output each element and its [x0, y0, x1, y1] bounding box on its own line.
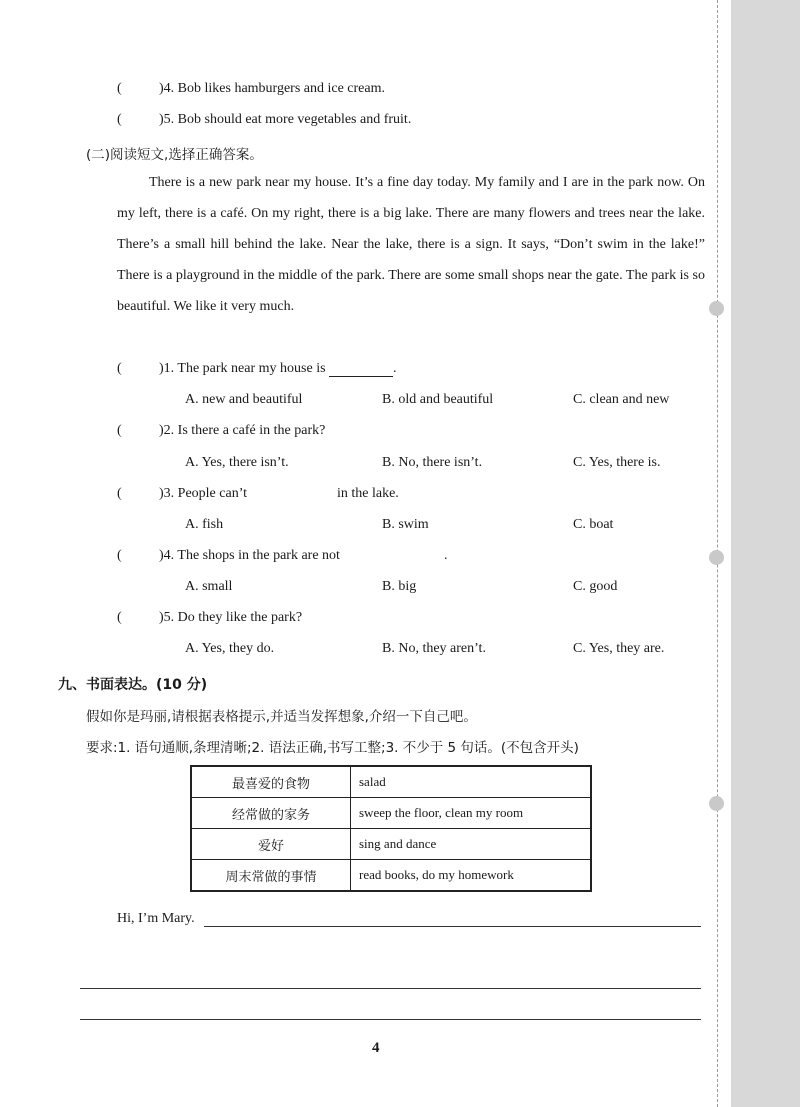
writing-instruction: 假如你是玛丽,请根据表格提示,并适当发挥想象,介绍一下自己吧。	[86, 709, 477, 725]
option-b: B. swim	[382, 517, 429, 532]
option-b: B. big	[382, 579, 417, 594]
question-end: in the lake.	[337, 486, 399, 501]
option-a: A. new and beautiful	[185, 392, 303, 407]
reading-passage	[117, 167, 705, 322]
option-c: C. clean and new	[573, 392, 670, 407]
question-stem: )2. Is there a café in the park?	[159, 423, 326, 438]
prompt-table	[190, 765, 592, 892]
option-b: B. old and beautiful	[382, 392, 494, 407]
section-title: 九、书面表达。(10 分)	[58, 677, 208, 693]
question-row	[159, 361, 397, 377]
option-c: C. Yes, they are.	[573, 641, 665, 656]
table-key: 周末常做的事情	[191, 860, 351, 892]
answer-blank	[329, 362, 393, 377]
option-c: C. boat	[573, 517, 614, 532]
answer-paren: (	[117, 486, 122, 501]
writing-line[interactable]	[204, 926, 701, 927]
table-key: 爱好	[191, 829, 351, 860]
question-text: )4. Bob likes hamburgers and ice cream.	[159, 81, 386, 96]
table-value: sing and dance	[351, 829, 592, 860]
question-text: )5. Bob should eat more vegetables and fruit.	[159, 112, 412, 127]
answer-paren: (	[117, 81, 122, 96]
table-value: salad	[351, 766, 592, 798]
writing-line[interactable]	[80, 988, 701, 989]
question-stem: )5. Do they like the park?	[159, 610, 303, 625]
binding-circle-mark	[709, 550, 724, 565]
side-margin-strip	[731, 0, 800, 1107]
option-a: A. Yes, they do.	[185, 641, 275, 656]
table-value: read books, do my homework	[351, 860, 592, 892]
table-row	[191, 829, 591, 860]
question-stem: )1. The park near my house is	[159, 361, 326, 376]
option-c: C. Yes, there is.	[573, 455, 661, 470]
table-key: 经常做的家务	[191, 798, 351, 829]
option-a: A. Yes, there isn’t.	[185, 455, 289, 470]
page-number: 4	[372, 1040, 380, 1056]
answer-paren: (	[117, 548, 122, 563]
table-row	[191, 766, 591, 798]
answer-paren: (	[117, 610, 122, 625]
question-end: .	[444, 548, 448, 563]
option-b: B. No, they aren’t.	[382, 641, 486, 656]
table-key: 最喜爱的食物	[191, 766, 351, 798]
question-stem: )3. People can’t	[159, 486, 247, 501]
section-title: (二)阅读短文,选择正确答案。	[86, 147, 263, 163]
option-b: B. No, there isn’t.	[382, 455, 483, 470]
binding-circle-mark	[709, 301, 724, 316]
table-row	[191, 798, 591, 829]
answer-paren: (	[117, 423, 122, 438]
option-a: A. fish	[185, 517, 224, 532]
question-end: .	[393, 361, 397, 376]
writing-opening: Hi, I’m Mary.	[117, 911, 195, 926]
option-c: C. good	[573, 579, 618, 594]
writing-requirements: 要求:1. 语句通顺,条理清晰;2. 语法正确,书写工整;3. 不少于 5 句话。(不包含开头)	[86, 740, 579, 756]
answer-paren: (	[117, 112, 122, 127]
question-stem: )4. The shops in the park are not	[159, 548, 340, 563]
writing-line[interactable]	[80, 1019, 701, 1020]
answer-paren: (	[117, 361, 122, 376]
passage-text: There is a new park near my house. It’s a fine day today. My family and I are in the park now. On my left, there is a café. On my right, there is a big lake. There are many flowers and trees near the lake. There’s a small hill behind the lake. Near the lake, there is a sign. It says, “Don’t swim in the lake!” There is a playground in the middle of the park. There are some small shops near the gate. The park is so beautiful. We like it very much.	[117, 175, 705, 314]
option-a: A. small	[185, 579, 233, 594]
table-value: sweep the floor, clean my room	[351, 798, 592, 829]
table-row	[191, 860, 591, 892]
binding-circle-mark	[709, 796, 724, 811]
